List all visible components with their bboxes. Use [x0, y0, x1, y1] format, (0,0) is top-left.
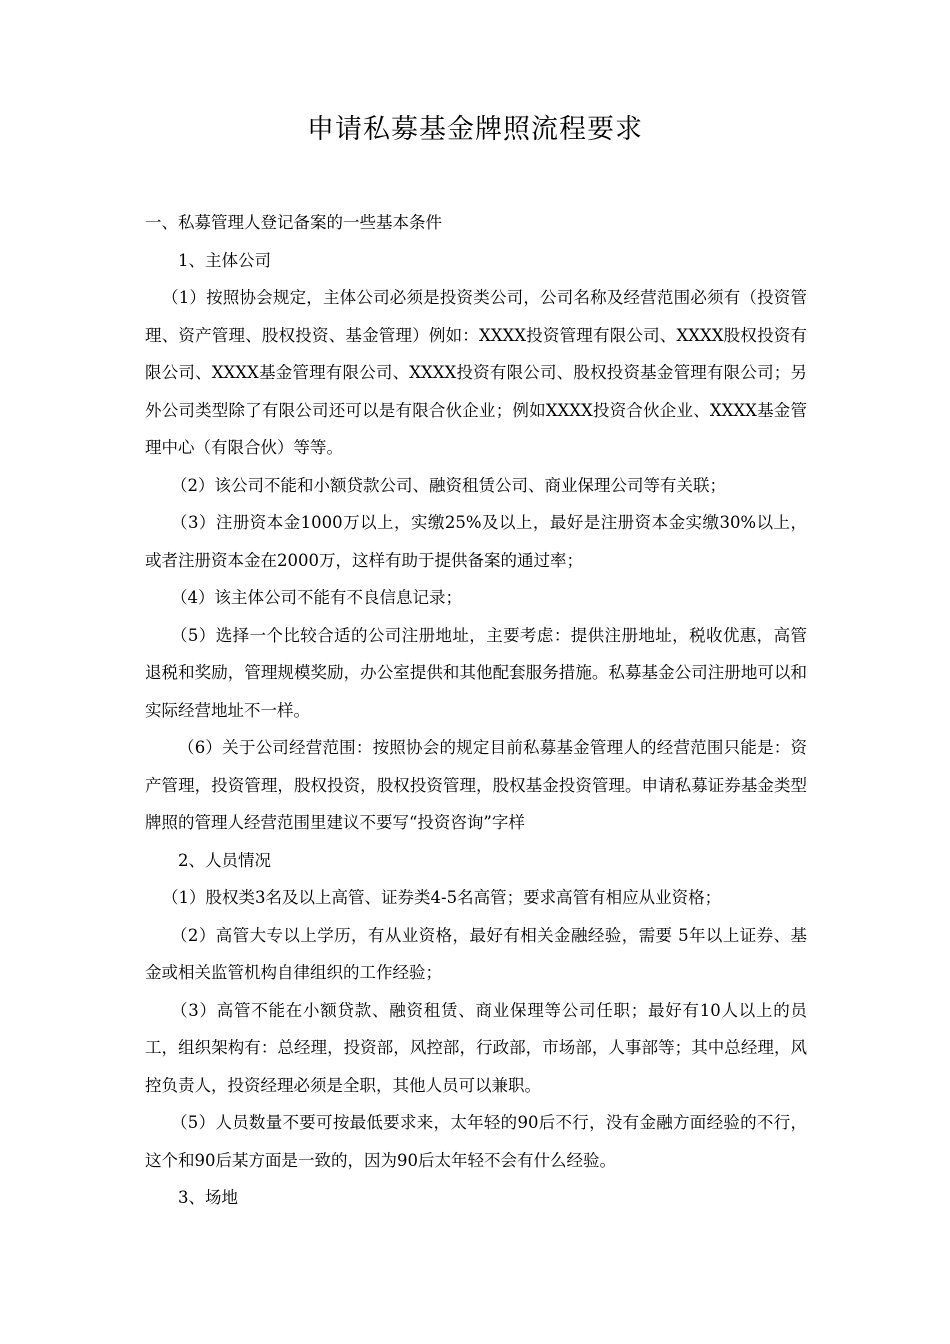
paragraph-personnel-2: （2）高管大专以上学历，有从业资格，最好有相关金融经验，需要 5年以上证券、基金或相关监管机构自律组织的工作经验； [145, 925, 807, 982]
paragraph-entity-3: （3）注册资本金1000万以上，实缴25%及以上，最好是注册资本金实缴30%以上，或者注册资本金在2000万，这样有助于提供备案的通过率； [145, 513, 807, 570]
paragraph-personnel-4: （5）人员数量不要可按最低要求来，太年轻的90后不行，没有金融方面经验的不行，这个和90后某方面是一致的，因为90后太年轻不会有什么经验。 [145, 1113, 807, 1170]
subsection-heading-venue: 3、场地 [178, 1188, 238, 1207]
paragraph-personnel-3: （3）高管不能在小额贷款、融资租赁、商业保理等公司任职；最好有10人以上的员工，组织架构有：总经理，投资部，风控部，行政部，市场部，人事部等；其中总经理，风控负责人，投资经理必须是全职，其他人员可以兼职。 [145, 1000, 807, 1095]
paragraph-entity-6: （6）关于公司经营范围：按照协会的规定目前私募基金管理人的经营范围只能是：资产管理，投资管理，股权投资，股权投资管理，股权基金投资管理。申请私募证券基金类型牌照的管理人经营范围里建议不要写“投资咨询”字样 [145, 738, 807, 832]
document-body [145, 204, 807, 1217]
paragraph-entity-4: （4）该主体公司不能有不良信息记录； [171, 588, 462, 607]
document-title: 申请私募基金牌照流程要求 [307, 114, 643, 145]
subsection-heading-entity: 1、主体公司 [178, 250, 271, 270]
paragraph-entity-2: （2）该公司不能和小额贷款公司、融资租赁公司、商业保理公司等有关联； [171, 475, 726, 495]
paragraph-entity-1: （1）按照协会规定，主体公司必须是投资类公司，公司名称及经营范围必须有（投资管理、资产管理、股权投资、基金管理）例如：XXXX投资管理有限公司、XXXX股权投资有限公司、XXXX基金管理有限公司、XXXX投资有限公司、股权投资基金管理有限公司；另外公司类型除了有限公司还可以是有限合伙企业；例如XXXX投资合伙企业、XXXX基金管理中心（有限合伙）等等。 [145, 288, 807, 457]
section-heading-1: 一、私募管理人登记备案的一些基本条件 [145, 213, 442, 232]
paragraph-entity-5: （5）选择一个比较合适的公司注册地址，主要考虑：提供注册地址，税收优惠，高管退税和奖励，管理规模奖励，办公室提供和其他配套服务措施。私募基金公司注册地可以和实际经营地址不一样。 [145, 625, 807, 720]
paragraph-personnel-1: （1）股权类3名及以上高管、证券类4-5名高管；要求高管有相应从业资格； [162, 888, 722, 907]
subsection-heading-personnel: 2、人员情况 [178, 850, 271, 870]
